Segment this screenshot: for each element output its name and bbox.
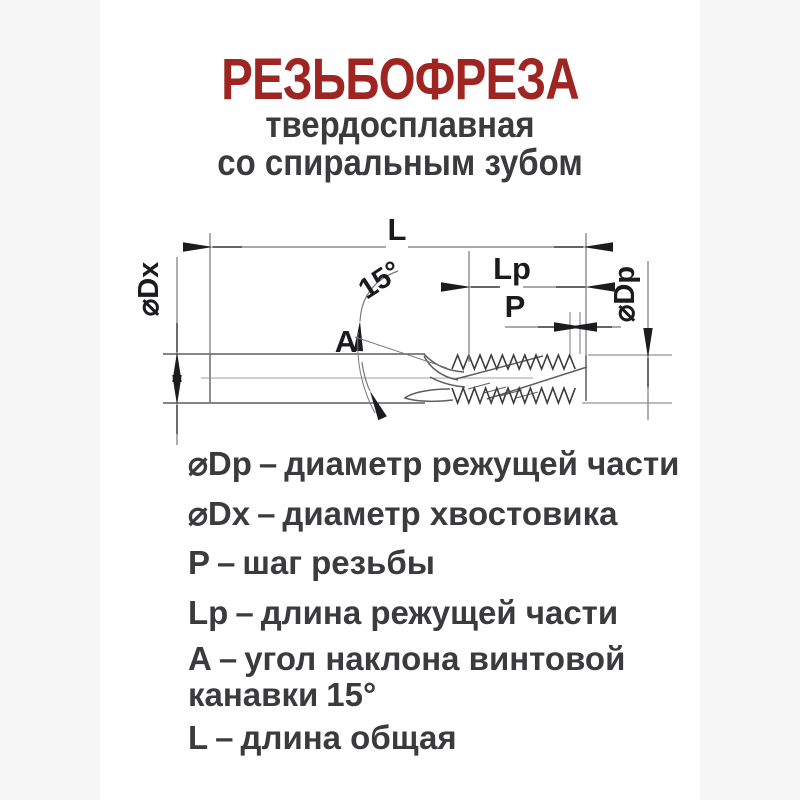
label-cutting-length: Lp <box>493 251 531 286</box>
dimension-lines <box>177 233 672 445</box>
page-title: РЕЗЬБОФРЕЗА <box>221 47 579 112</box>
legend-term: L <box>188 719 209 756</box>
label-shank-diameter: ⌀Dx <box>133 261 165 317</box>
legend-description: угол наклона винтовой канавки <box>188 640 626 713</box>
legend-separator: – <box>217 544 236 581</box>
legend-description: длина режущей части <box>260 594 619 631</box>
legend-item-p <box>188 545 688 581</box>
subtitle-line-2: со спиральным зубом <box>217 142 583 183</box>
legend-description: длина общая <box>240 719 457 756</box>
legend-separator: – <box>235 594 254 631</box>
subtitle-line-1: твердосплавная <box>265 104 535 145</box>
legend-item-lp <box>188 595 688 631</box>
legend-term: ⌀Dp <box>188 445 252 482</box>
label-cutting-diameter: ⌀Dp <box>609 265 641 323</box>
label-angle-letter: A <box>334 324 358 359</box>
legend-separator: – <box>258 445 278 482</box>
legend-term: P <box>188 544 211 581</box>
label-overall-length: L <box>387 212 407 247</box>
label-pitch: P <box>504 289 526 324</box>
legend-item-dp <box>188 446 688 482</box>
legend-item-l <box>188 720 688 756</box>
legend-item-a <box>188 641 648 713</box>
legend-item-dx <box>188 496 688 532</box>
legend-separator: – <box>215 719 234 756</box>
label-angle-value: 15° <box>352 255 408 306</box>
legend-separator: – <box>257 495 276 532</box>
tool-body <box>163 354 587 403</box>
legend-suffix: 15° <box>326 676 377 713</box>
dimension-arrows <box>177 247 648 434</box>
legend-separator: – <box>218 640 238 677</box>
legend-description: шаг резьбы <box>242 544 435 581</box>
thread-profile <box>452 355 575 403</box>
legend-term: А <box>188 640 212 677</box>
legend-term: ⌀Dx <box>188 495 251 532</box>
legend-description: диаметр хвостовика <box>282 495 618 532</box>
legend-description: диаметр режущей части <box>284 445 680 482</box>
legend-term: Lp <box>188 594 229 631</box>
